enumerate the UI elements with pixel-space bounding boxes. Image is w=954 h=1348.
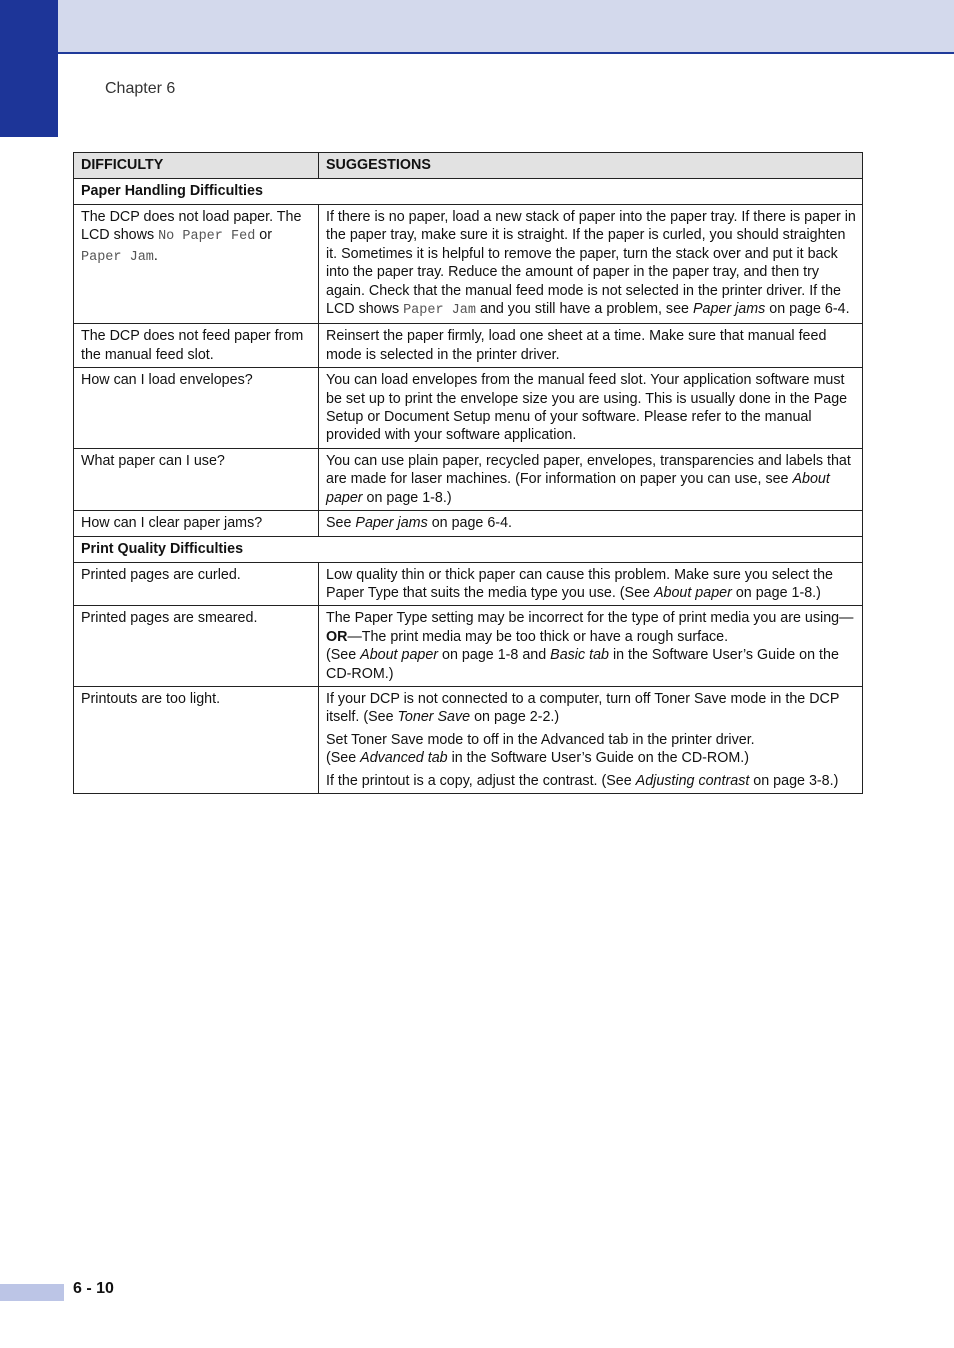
table-header-row xyxy=(74,153,863,179)
suggestion-text: See xyxy=(326,515,356,532)
chapter-label: Chapter 6 xyxy=(105,80,176,97)
difficulty-cell: The DCP does not feed paper from the manual feed slot. xyxy=(74,324,319,368)
table-row xyxy=(74,562,863,606)
section-row xyxy=(74,536,863,562)
difficulty-cell: Printed pages are curled. xyxy=(74,562,319,606)
suggestion-paragraph xyxy=(326,609,856,646)
difficulty-text: The DCP does not load paper. The LCD shows xyxy=(81,209,302,244)
column-header-difficulty: DIFFICULTY xyxy=(74,153,319,179)
cross-reference: Adjusting contrast xyxy=(635,772,750,789)
suggestion-cell: You can load envelopes from the manual feed slot. Your application software must be set up to print the envelope size you are using. This is usually done in the Page Setup or Document Setup menu of your software. Please refer to the manual provided with your software application. xyxy=(319,368,863,449)
suggestion-paragraph: Set Toner Save mode to off in the Advanced tab in the printer driver. xyxy=(326,731,755,748)
cross-reference: About paper xyxy=(360,647,439,664)
difficulty-text: or xyxy=(255,227,272,244)
cross-reference: About paper xyxy=(653,584,732,601)
suggestion-text: (See xyxy=(326,750,361,767)
difficulty-cell: Printouts are too light. xyxy=(74,686,319,793)
table-row xyxy=(74,448,863,510)
suggestion-paragraph xyxy=(326,646,856,683)
suggestion-cell xyxy=(319,205,863,324)
suggestion-text: on page 2-2.) xyxy=(470,709,560,726)
suggestion-text: Low quality thin or thick paper can cause this problem. Make sure you select the Paper Type that suits the media type you use. (See xyxy=(326,566,834,601)
column-header-suggestions: SUGGESTIONS xyxy=(319,153,863,179)
difficulty-cell xyxy=(74,205,319,324)
suggestion-text: The Paper Type setting may be incorrect for the type of print media you are using— xyxy=(326,610,854,627)
suggestion-text: on page 1-8 and xyxy=(438,647,551,664)
table-row xyxy=(74,511,863,536)
suggestion-cell: Reinsert the paper firmly, load one sheet at a time. Make sure that manual feed mode is selected in the printer driver. xyxy=(319,324,863,368)
suggestion-cell xyxy=(319,448,863,510)
suggestion-cell xyxy=(319,511,863,536)
difficulty-cell: Printed pages are smeared. xyxy=(74,606,319,687)
suggestion-text: in the Software User’s Guide on the CD-ROM.) xyxy=(447,750,750,767)
cross-reference: Paper jams xyxy=(692,301,766,318)
difficulty-cell: What paper can I use? xyxy=(74,448,319,510)
suggestion-text: and you still have a problem, see xyxy=(476,301,693,318)
footer-bar xyxy=(0,1284,64,1301)
suggestion-text: in the Software User’s Guide on the CD-ROM.) xyxy=(326,647,839,682)
difficulty-text: . xyxy=(153,247,158,264)
page-number: 6 - 10 xyxy=(73,1280,114,1297)
suggestion-text: —The print media may be too thick or have a rough surface. xyxy=(347,628,729,645)
suggestion-paragraph xyxy=(326,772,856,790)
cross-reference: Paper jams xyxy=(355,515,428,532)
suggestion-text: on page 1-8.) xyxy=(362,489,452,506)
suggestion-cell xyxy=(319,686,863,793)
suggestion-text: If your DCP is not connected to a computer, turn off Toner Save mode in the DCP itself. (See xyxy=(326,690,840,726)
table-row xyxy=(74,205,863,324)
or-emphasis: OR xyxy=(326,628,348,645)
suggestion-text: (See xyxy=(326,647,361,664)
troubleshooting-table xyxy=(73,152,863,794)
suggestion-paragraph xyxy=(326,690,856,727)
section-title-print-quality: Print Quality Difficulties xyxy=(74,536,863,562)
chapter-side-tab xyxy=(0,0,58,137)
suggestion-text: on page 1-8.) xyxy=(731,584,821,601)
suggestion-text: on page 6-4. xyxy=(427,515,512,532)
suggestion-text: on page 3-8.) xyxy=(749,772,839,789)
table-row xyxy=(74,324,863,368)
suggestion-text: If there is no paper, load a new stack of paper into the paper tray. If there is paper in the paper tray, make sure it is straight. If the paper is curled, you should straighten it. Sometimes it is helpful to remove the paper, turn the stack over and put it back into the paper tray. Reduce the amount of paper in the paper tray, and then try again. Check that the manual feed mode is not selected in the printer driver. If the LCD shows xyxy=(326,209,856,318)
suggestion-cell xyxy=(319,562,863,606)
lcd-message: Paper Jam xyxy=(403,303,476,319)
suggestion-cell xyxy=(319,606,863,687)
lcd-message: No Paper Fed xyxy=(158,229,256,245)
difficulty-cell: How can I load envelopes? xyxy=(74,368,319,449)
section-title-paper-handling: Paper Handling Difficulties xyxy=(74,179,863,205)
cross-reference: Basic tab xyxy=(550,647,609,664)
suggestion-text: You can use plain paper, recycled paper, envelopes, transparencies and labels that are made for laser machines. (For information on paper you can use, see xyxy=(326,452,851,488)
cross-reference: Advanced tab xyxy=(360,750,448,767)
lcd-message: Paper Jam xyxy=(81,249,154,265)
cross-reference: About paper xyxy=(326,471,830,506)
table-row xyxy=(74,368,863,449)
difficulty-cell: How can I clear paper jams? xyxy=(74,511,319,536)
table-row xyxy=(74,686,863,793)
header-band xyxy=(0,0,954,54)
suggestion-text: If the printout is a copy, adjust the contrast. (See xyxy=(326,772,636,789)
cross-reference: Toner Save xyxy=(397,709,471,726)
suggestion-paragraph xyxy=(326,749,856,767)
table-row xyxy=(74,606,863,687)
suggestion-text: on page 6-4. xyxy=(765,301,850,318)
section-row xyxy=(74,179,863,205)
